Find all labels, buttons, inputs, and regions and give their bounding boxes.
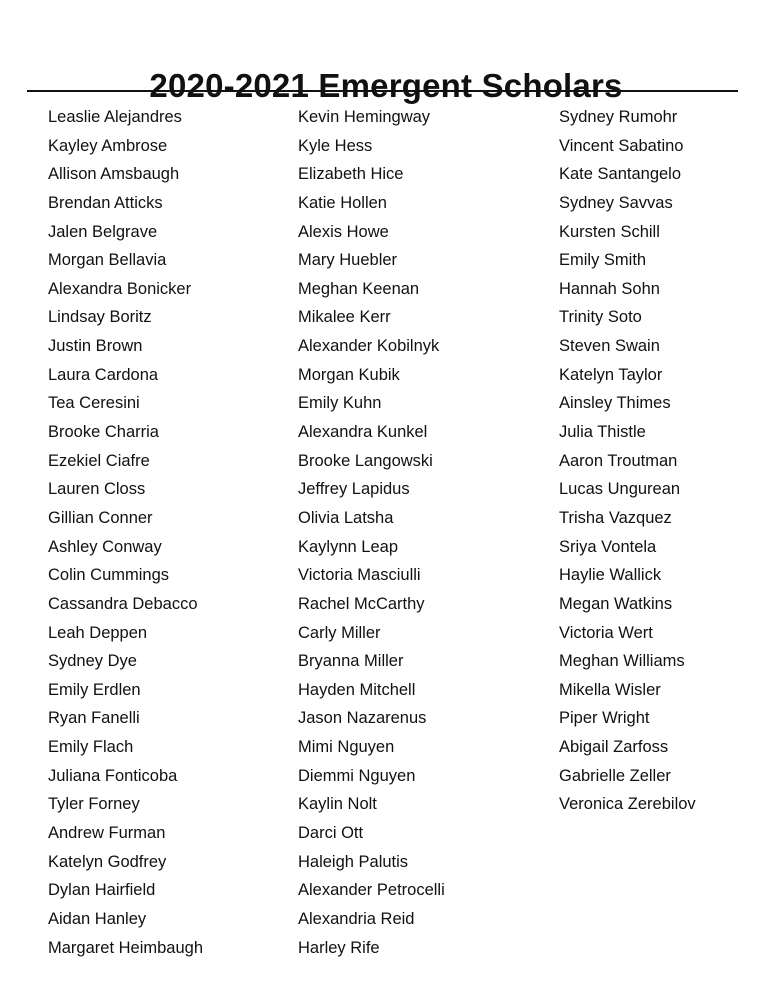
scholar-name: Trisha Vazquez [559,508,672,527]
scholar-name: Emily Smith [559,251,647,270]
scholar-name: Darci Ott [298,824,364,843]
scholar-name: Jason Nazarenus [298,709,427,728]
scholar-name: Brooke Charria [48,423,159,442]
scholar-name: Lucas Ungurean [559,480,681,499]
scholar-name: Emily Kuhn [298,394,382,413]
scholar-name: Aidan Hanley [48,909,147,928]
scholar-name: Trinity Soto [559,308,642,327]
scholar-name: Katie Hollen [298,193,387,212]
scholar-name: Lindsay Boritz [48,308,152,327]
scholar-name: Emily Flach [48,738,134,757]
scholar-name: Morgan Kubik [298,365,400,384]
scholar-name: Olivia Latsha [298,508,394,527]
scholar-name: Alexandra Kunkel [298,423,428,442]
scholar-name: Victoria Masciulli [298,566,421,585]
scholar-name: Dylan Hairfield [48,881,156,900]
scholar-name: Hannah Sohn [559,279,660,298]
scholar-name: Meghan Keenan [298,279,420,298]
scholar-name: Veronica Zerebilov [559,795,696,814]
scholar-name: Sydney Rumohr [559,108,678,126]
scholar-name: Ainsley Thimes [559,394,671,413]
scholar-name: Rachel McCarthy [298,594,425,613]
scholar-name: Kursten Schill [559,222,660,241]
scholar-name: Katelyn Taylor [559,365,663,384]
scholar-name: Bryanna Miller [298,652,404,671]
scholar-name: Victoria Wert [559,623,653,642]
scholar-name: Tea Ceresini [48,394,140,413]
scholar-name: Justin Brown [48,337,143,356]
scholar-name: Leah Deppen [48,623,148,642]
scholar-name: Kevin Hemingway [298,108,431,126]
scholar-name: Carly Miller [298,623,381,642]
scholar-name: Leaslie Alejandres [48,108,182,126]
scholar-name: Mary Huebler [298,251,398,270]
scholar-name: Katelyn Godfrey [48,852,167,871]
scholar-name: Juliana Fonticoba [48,766,178,785]
name-column-1 [48,103,203,962]
scholar-name: Margaret Heimbaugh [48,938,203,957]
scholar-name: Brooke Langowski [298,451,433,470]
scholar-name: Elizabeth Hice [298,165,404,184]
scholar-name: Andrew Furman [48,824,166,843]
scholar-name: Mimi Nguyen [298,738,395,757]
scholar-name: Brendan Atticks [48,193,163,212]
scholar-name: Mikalee Kerr [298,308,391,327]
scholar-name: Kaylynn Leap [298,537,398,556]
scholar-name: Emily Erdlen [48,680,141,699]
scholar-name: Alexis Howe [298,222,389,241]
scholar-name: Abigail Zarfoss [559,738,669,757]
scholar-name: Gabrielle Zeller [559,766,671,785]
page-title: 2020-2021 Emergent Scholars [149,67,623,105]
scholar-name: Steven Swain [559,337,660,356]
scholar-name: Hayden Mitchell [298,680,416,699]
scholar-name: Lauren Closs [48,480,146,499]
scholar-name: Jalen Belgrave [48,222,158,241]
scholar-name: Alexander Petrocelli [298,881,445,900]
name-column-2 [298,103,445,962]
scholar-name: Alexandra Bonicker [48,279,192,298]
scholar-name: Ryan Fanelli [48,709,140,728]
scholar-name: Mikella Wisler [559,680,661,699]
scholar-name: Harley Rife [298,938,380,957]
scholar-name: Sriya Vontela [559,537,657,556]
scholar-name: Allison Amsbaugh [48,165,180,184]
scholar-name: Cassandra Debacco [48,594,198,613]
scholar-name: Tyler Forney [48,795,140,814]
scholar-name: Kate Santangelo [559,165,682,184]
scholar-name: Alexander Kobilnyk [298,337,440,356]
scholar-name: Julia Thistle [559,423,646,442]
scholar-name: Aaron Troutman [559,451,678,470]
scholar-name: Ezekiel Ciafre [48,451,150,470]
scholar-name: Alexandria Reid [298,909,415,928]
scholar-name: Laura Cardona [48,365,159,384]
scholar-name: Kaylin Nolt [298,795,377,814]
scholar-name: Kayley Ambrose [48,136,168,155]
scholar-name: Ashley Conway [48,537,162,556]
scholar-name: Diemmi Nguyen [298,766,416,785]
scholar-name: Jeffrey Lapidus [298,480,410,499]
scholar-name: Gillian Conner [48,508,153,527]
scholar-name: Sydney Savvas [559,193,673,212]
scholar-name: Sydney Dye [48,652,137,671]
name-column-3 [559,103,696,819]
scholar-name: Piper Wright [559,709,650,728]
scholar-name: Meghan Williams [559,652,685,671]
title-underline [27,90,738,92]
scholar-name: Vincent Sabatino [559,136,684,155]
scholar-name: Haleigh Palutis [298,852,409,871]
scholar-name: Colin Cummings [48,566,170,585]
scholar-name: Kyle Hess [298,136,373,155]
scholar-name: Morgan Bellavia [48,251,167,270]
scholar-name: Megan Watkins [559,594,673,613]
scholar-name: Haylie Wallick [559,566,662,585]
